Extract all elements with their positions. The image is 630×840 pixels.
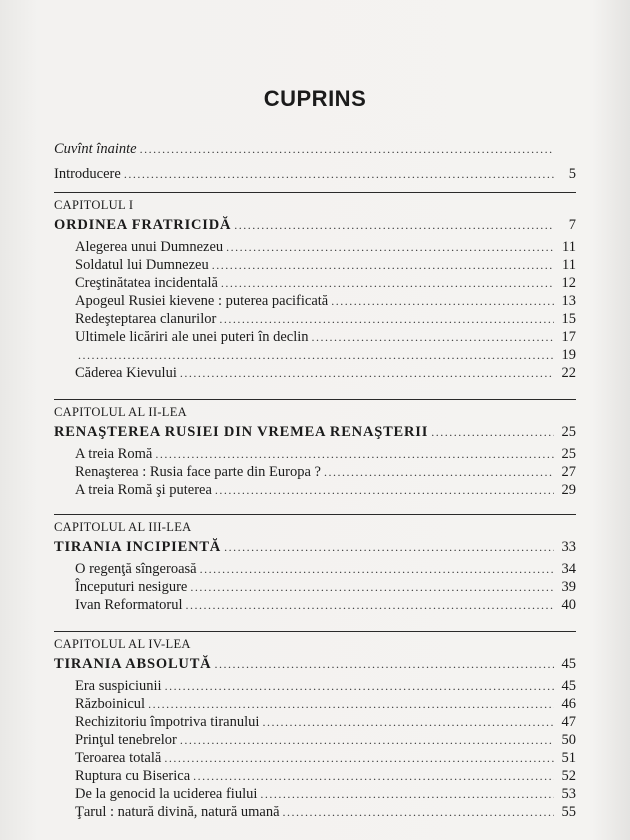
leader-dots bbox=[431, 423, 554, 441]
chapter-page-number: 33 bbox=[561, 539, 576, 555]
chapter-label: CAPITOLUL AL IV-LEA bbox=[54, 631, 576, 652]
chapter-title-text: TIRANIA INCIPIENTĂ bbox=[54, 539, 222, 555]
toc-entry-page-number: 29 bbox=[561, 482, 576, 498]
toc-entry-page-number: 12 bbox=[561, 275, 576, 291]
leader-dots bbox=[200, 560, 554, 578]
toc-entry-page-number: 13 bbox=[561, 293, 576, 309]
leader-dots bbox=[212, 256, 554, 274]
front-entry-page-number: 5 bbox=[568, 166, 576, 182]
toc-entry-text: Teroarea totală bbox=[75, 750, 162, 766]
leader-dots bbox=[214, 655, 554, 673]
leader-dots bbox=[148, 695, 554, 713]
toc-entry-text: Era suspiciunii bbox=[75, 678, 162, 694]
toc-entry bbox=[75, 310, 576, 328]
toc-entry bbox=[75, 328, 576, 346]
toc-entry-page-number: 53 bbox=[561, 786, 576, 802]
chapter-title bbox=[54, 538, 576, 556]
chapter-label: CAPITOLUL AL II-LEA bbox=[54, 399, 576, 420]
front-matter bbox=[54, 140, 576, 183]
toc-entry-page-number: 25 bbox=[561, 446, 576, 462]
leader-dots bbox=[324, 463, 554, 481]
front-entry-text: Cuvînt înainte bbox=[54, 141, 137, 157]
toc-entry-page-number: 22 bbox=[561, 365, 576, 381]
toc-entry-text: Ruptura cu Biserica bbox=[75, 768, 191, 784]
toc-entry-page-number: 46 bbox=[561, 696, 576, 712]
toc-entry-text: A treia Romă şi puterea bbox=[75, 482, 212, 498]
leader-dots bbox=[260, 785, 554, 803]
leader-dots bbox=[234, 216, 554, 234]
chapters bbox=[54, 192, 576, 821]
chapter-label: CAPITOLUL AL III-LEA bbox=[54, 514, 576, 535]
toc-entry bbox=[75, 256, 576, 274]
toc-entry bbox=[75, 767, 576, 785]
chapter-page-number: 7 bbox=[568, 217, 576, 233]
front-entry bbox=[54, 165, 576, 183]
front-entry bbox=[54, 140, 576, 158]
toc-entry bbox=[75, 274, 576, 292]
toc-entry bbox=[75, 785, 576, 803]
toc-entry-page-number: 34 bbox=[561, 561, 576, 577]
leader-dots bbox=[190, 578, 554, 596]
leader-dots bbox=[180, 731, 554, 749]
leader-dots bbox=[180, 364, 554, 382]
leader-dots bbox=[283, 803, 554, 821]
leader-dots bbox=[186, 596, 554, 614]
toc-entry-text: Începuturi nesigure bbox=[75, 579, 188, 595]
leader-dots bbox=[215, 481, 554, 499]
leader-dots bbox=[124, 165, 554, 183]
chapter-section bbox=[54, 514, 576, 614]
toc-entry-page-number: 45 bbox=[561, 678, 576, 694]
page-title: CUPRINS bbox=[263, 86, 367, 111]
leader-dots bbox=[140, 140, 554, 158]
chapter-title-text: TIRANIA ABSOLUTĂ bbox=[54, 656, 212, 672]
leader-dots bbox=[193, 767, 554, 785]
toc-entry bbox=[75, 560, 576, 578]
toc-entry-text: Alegerea unui Dumnezeu bbox=[75, 239, 224, 255]
leader-dots bbox=[221, 274, 554, 292]
chapter-title bbox=[54, 216, 576, 234]
table-of-contents bbox=[54, 140, 576, 821]
toc-entry bbox=[75, 292, 576, 310]
toc-entry bbox=[75, 731, 576, 749]
leader-dots bbox=[224, 538, 554, 556]
leader-dots bbox=[78, 346, 554, 364]
toc-entry-page-number: 50 bbox=[561, 732, 576, 748]
leader-dots bbox=[164, 749, 554, 767]
toc-entry bbox=[75, 749, 576, 767]
toc-entry bbox=[75, 695, 576, 713]
toc-entry-text: Ţarul : natură divină, natură umană bbox=[75, 804, 280, 820]
toc-entry bbox=[75, 578, 576, 596]
toc-entry-text: Căderea Kievului bbox=[75, 365, 177, 381]
toc-entry-text: Apogeul Rusiei kievene : puterea pacificată bbox=[75, 293, 329, 309]
toc-entry-page-number: 47 bbox=[561, 714, 576, 730]
leader-dots bbox=[312, 328, 554, 346]
chapter-label: CAPITOLUL I bbox=[54, 192, 576, 213]
toc-entry bbox=[75, 596, 576, 614]
toc-entry bbox=[75, 463, 576, 481]
chapter-title-text: ORDINEA FRATRICIDĂ bbox=[54, 217, 232, 233]
toc-entry-page-number: 27 bbox=[561, 464, 576, 480]
chapter-title bbox=[54, 423, 576, 441]
toc-entry-text: Războinicul bbox=[75, 696, 146, 712]
chapter-title bbox=[54, 655, 576, 673]
toc-entry bbox=[75, 481, 576, 499]
toc-entry-page-number: 52 bbox=[561, 768, 576, 784]
toc-entry-text: Ultimele licăriri ale unei puteri în declin bbox=[75, 329, 309, 345]
front-entry-text: Introducere bbox=[54, 166, 121, 182]
toc-entry bbox=[75, 238, 576, 256]
leader-dots bbox=[165, 677, 554, 695]
toc-entry-text: Redeşteptarea clanurilor bbox=[75, 311, 217, 327]
toc-entry bbox=[75, 803, 576, 821]
leader-dots bbox=[331, 292, 554, 310]
toc-entry-text: Rechizitoriu împotriva tiranului bbox=[75, 714, 260, 730]
toc-entry-page-number: 11 bbox=[562, 239, 576, 255]
toc-entry-page-number: 17 bbox=[561, 329, 576, 345]
chapter-section bbox=[54, 631, 576, 821]
toc-entry-text: Creştinătatea incidentală bbox=[75, 275, 218, 291]
toc-entry bbox=[75, 346, 576, 364]
toc-entry bbox=[75, 364, 576, 382]
toc-entry-page-number: 19 bbox=[561, 347, 576, 363]
chapter-section bbox=[54, 192, 576, 382]
chapter-title-text: RENAŞTEREA RUSIEI DIN VREMEA RENAŞTERII bbox=[54, 424, 429, 440]
toc-entry-text: A treia Romă bbox=[75, 446, 153, 462]
toc-entry-text: Renaşterea : Rusia face parte din Europa ? bbox=[75, 464, 321, 480]
toc-entry-text: De la genocid la uciderea fiului bbox=[75, 786, 258, 802]
toc-entry bbox=[75, 677, 576, 695]
toc-entry bbox=[75, 713, 576, 731]
chapter-section bbox=[54, 399, 576, 499]
toc-entry-text: Ivan Reformatorul bbox=[75, 597, 183, 613]
leader-dots bbox=[262, 713, 554, 731]
toc-entry-text: Prinţul tenebrelor bbox=[75, 732, 177, 748]
toc-entry-text: O regenţă sîngeroasă bbox=[75, 561, 197, 577]
toc-entry-page-number: 15 bbox=[561, 311, 576, 327]
toc-entry-page-number: 40 bbox=[561, 597, 576, 613]
toc-entry-page-number: 51 bbox=[561, 750, 576, 766]
toc-entry-text: Soldatul lui Dumnezeu bbox=[75, 257, 209, 273]
toc-entry bbox=[75, 445, 576, 463]
toc-entry-page-number: 11 bbox=[562, 257, 576, 273]
chapter-page-number: 45 bbox=[561, 656, 576, 672]
leader-dots bbox=[226, 238, 554, 256]
leader-dots bbox=[155, 445, 554, 463]
toc-entry-page-number: 55 bbox=[561, 804, 576, 820]
toc-entry-page-number: 39 bbox=[561, 579, 576, 595]
chapter-page-number: 25 bbox=[561, 424, 576, 440]
leader-dots bbox=[219, 310, 554, 328]
